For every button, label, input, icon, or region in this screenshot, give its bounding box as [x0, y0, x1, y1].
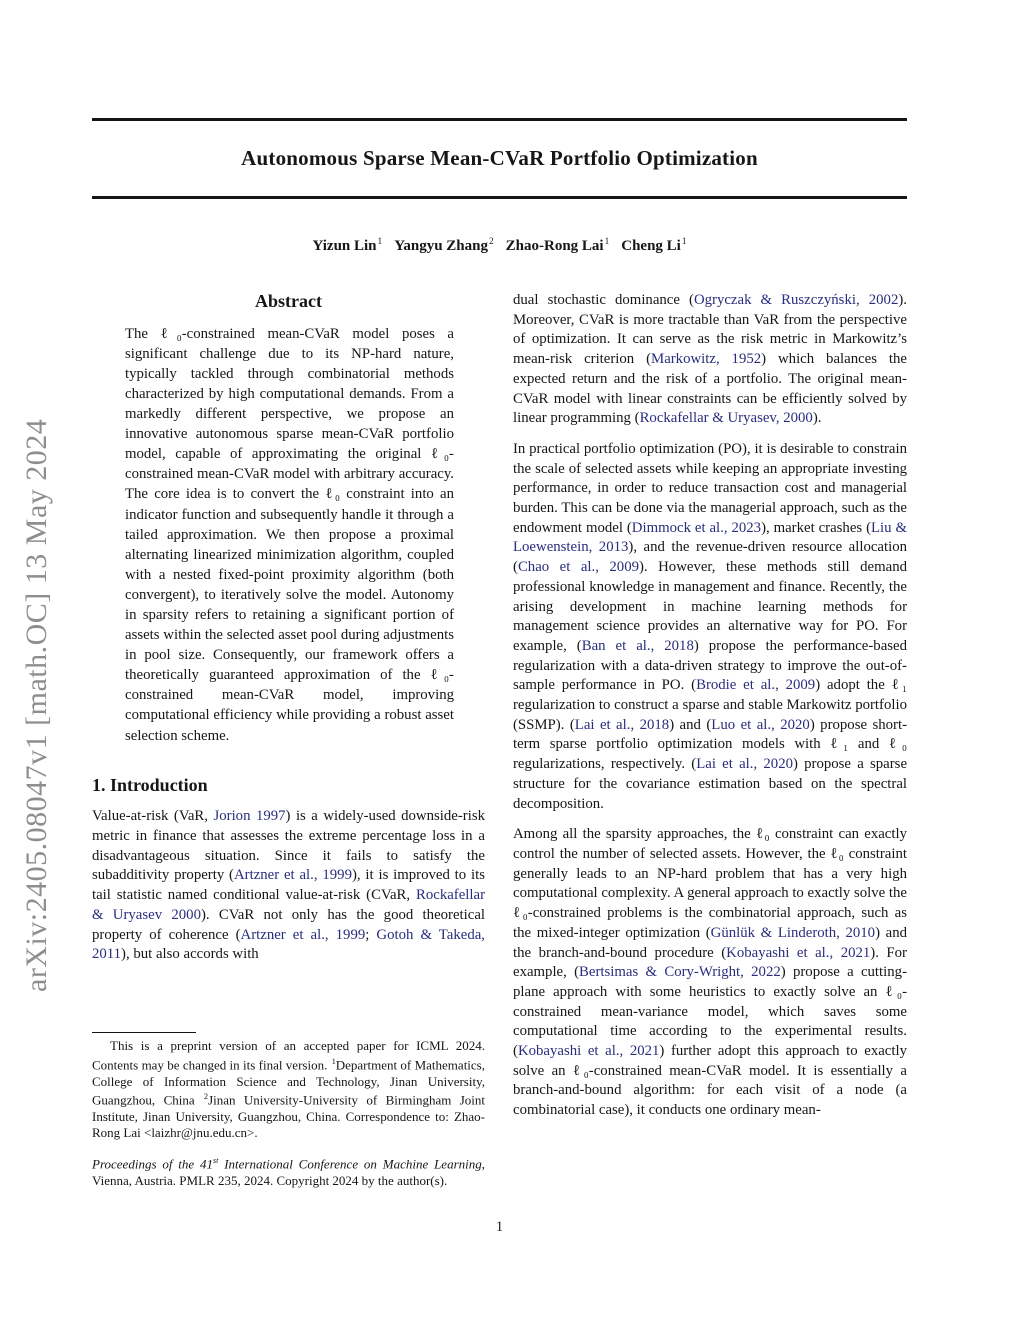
footnote-text — [92, 1038, 485, 1140]
text-span: ) and ( — [669, 716, 712, 733]
text-span: ) is a widely-used downside-risk metric in finance that assesses the extreme percentage loss in a disadvantageous situation. Since it fails to satisfy the subadditivity property ( — [92, 808, 485, 884]
text-span: ) propose the performance-based regularization with a data-driven strategy to improve the out-of-sample performance in PO. ( — [513, 637, 907, 694]
text-span: ), and the revenue-driven resource allocation ( — [513, 539, 907, 576]
text-span: ). — [812, 410, 822, 427]
citation-link[interactable]: Artzner et al., 1999 — [240, 926, 366, 943]
footnote-block — [92, 1032, 485, 1189]
text-span: Cheng Li — [621, 238, 681, 254]
paper-title: Autonomous Sparse Mean-CVaR Portfolio Optimization — [241, 146, 758, 170]
abstract-body: The ℓ₀-constrained mean-CVaR model poses a significant challenge due to its NP-hard nature, typically tackled through combinatorial methods characterized by high computational demands. From a markedly different perspective, we propose an innovative autonomous sparse mean-CVaR portfolio model, capable of approximating the original ℓ₀-constrained mean-CVaR model with arbitrary accuracy. The core idea is to convert the ℓ₀ constraint into an indicator function and subsequently handle it through a tailed approximation. We then propose a proximal alternating linearized minimization algorithm, coupled with a nested fixed-point proximity algorithm (both convergent), to iteratively solve the model. Autonomy in sparsity refers to retaining a significant portion of assets within the selected asset pool during adjustments in pool size. Consequently, our framework offers a theoretically guaranteed approximation of the ℓ₀-constrained mean-CVaR model, improving computational efficiency while providing a robust asset selection scheme. — [125, 325, 454, 744]
text-span: ) further adopt this approach to exactly solve an ℓ₀-constrained mean-CVaR model. It is essentially a branch-and-bound algorithm: for each visit of a node (a combinatorial case), it conducts one ordinary mean- — [513, 1043, 908, 1119]
introduction-heading: 1. Introduction — [92, 774, 208, 795]
citation-link[interactable]: Rockafellar & Uryasev, 2000 — [639, 410, 813, 427]
text-span: ). However, these methods still demand professional knowledge in management and finance. Recently, the arising development in machine learning methods for management science provides an alternative way for PO. For example, ( — [513, 559, 907, 654]
paragraph-dual-stochastic — [513, 291, 907, 429]
citation-link[interactable]: Jorion 1997 — [213, 808, 286, 825]
text-span: This is a preprint version of an accepted paper for ICML 2024. Contents may be changed in its final version. — [92, 1038, 485, 1073]
text-span: ), but also accords with — [121, 946, 259, 963]
citation-link[interactable]: Brodie et al., 2009 — [696, 677, 816, 694]
text-span: ) propose a cutting-plane approach with some heuristics to exactly solve an ℓ₀-constrained mean-variance model, which saves some computational time according to the experimental results. ( — [513, 964, 907, 1060]
introduction-paragraph — [92, 807, 485, 965]
abstract-heading: Abstract — [255, 291, 322, 311]
paragraph-sparsity-approaches — [513, 825, 907, 1121]
authors-line — [92, 237, 907, 255]
citation-link[interactable]: Günlük & Linderoth, 2010 — [710, 924, 876, 941]
text-span: ) which balances the expected return and the risk of a portfolio. The original mean-CVaR model with linear constraints can be efficiently solved by linear programming ( — [513, 351, 907, 427]
right-column — [513, 291, 907, 1132]
text-span: ), market crashes ( — [761, 519, 871, 536]
arxiv-watermark: arXiv:2405.08047v1 [math.OC] 13 May 2024 — [20, 418, 53, 992]
citation-link[interactable]: Gotoh & Takeda, 2011 — [92, 926, 485, 963]
text-span: Jinan University-University of Birmingham Joint Institute, Jinan University, Guangzhou, China. Correspondence to: Zhao-Rong Lai <laizhr@jnu.edu.cn>. — [92, 1092, 485, 1140]
proceedings-note — [92, 1153, 485, 1188]
citation-link[interactable]: Kobayashi et al., 2021 — [517, 1043, 660, 1060]
text-span: ) and the branch-and-bound procedure ( — [513, 924, 908, 961]
text-span: 1 — [377, 237, 383, 247]
text-span: 2 — [204, 1092, 209, 1102]
text-span: , Vienna, Austria. PMLR 235, 2024. Copyright 2024 by the author(s). — [92, 1156, 485, 1188]
text-span: ), it is improved to its tail statistic named conditional value-at-risk (CVaR, — [92, 867, 485, 904]
text-span: dual stochastic dominance ( — [513, 292, 694, 308]
text-span: 1 — [604, 237, 610, 247]
text-span: Zhao-Rong Lai — [505, 238, 604, 254]
text-span: ; — [365, 926, 377, 943]
text-span: Proceedings of the 41 — [92, 1156, 213, 1172]
text-span: st — [213, 1156, 219, 1166]
text-span: Among all the sparsity approaches, the ℓ₀ constraint can exactly control the number of selected assets. However, the ℓ₀ constraint generally leads to an NP-hard problem that has a very high computational complexity. A general approach to exactly solve the ℓ₀-constrained problems is the combinatorial approach, such as the mixed-integer optimization ( — [513, 826, 907, 941]
citation-link[interactable]: Rockafellar & Uryasev 2000 — [92, 887, 485, 923]
citation-link[interactable]: Markowitz, 1952 — [651, 351, 762, 368]
top-rule — [92, 118, 907, 121]
left-column — [92, 292, 485, 976]
citation-link[interactable]: Bertsimas & Cory-Wright, 2022 — [579, 964, 781, 981]
title-bottom-rule — [92, 196, 907, 199]
citation-link[interactable]: Kobayashi et al., 2021 — [726, 944, 871, 961]
citation-link[interactable]: Artzner et al., 1999 — [233, 867, 352, 884]
text-span: In practical portfolio optimization (PO), it is desirable to constrain the scale of selected assets while keeping an appropriate investing performance, in order to reduce transaction cost and managerial burden. This can be done via the managerial approach, such as the endowment model ( — [513, 440, 907, 536]
text-span: ). For example, ( — [513, 944, 907, 981]
text-span: ) propose short-term sparse portfolio optimization models with ℓ₁ and ℓ₀ regularizations, respectively. ( — [513, 716, 907, 773]
text-span: 1 — [331, 1057, 336, 1067]
text-span: Yangyu Zhang — [394, 238, 488, 254]
citation-link[interactable]: Chao et al., 2009 — [517, 559, 639, 576]
text-span: ) propose a sparse structure for the covariance estimation based on the spectral decomposition. — [513, 756, 908, 812]
paragraph-practical-po — [513, 440, 907, 814]
text-span: Yizun Lin — [312, 238, 377, 254]
citation-link[interactable]: Luo et al., 2020 — [711, 716, 810, 733]
citation-link[interactable]: Lai et al., 2020 — [696, 756, 793, 773]
citation-link[interactable]: Dimmock et al., 2023 — [631, 519, 762, 536]
citation-link[interactable]: Ban et al., 2018 — [581, 637, 694, 654]
page-number: 1 — [495, 1219, 504, 1235]
text-span: Value-at-risk (VaR, — [92, 808, 214, 825]
text-span: ). Moreover, CVaR is more tractable than VaR from the perspective of optimization. It can serve as the risk metric in Markowitz’s mean-risk criterion ( — [513, 292, 907, 368]
footnote-rule — [92, 1032, 196, 1033]
text-span: Department of Mathematics, College of Information Science and Technology, Jinan University, Guangzhou, China — [92, 1057, 485, 1108]
citation-link[interactable]: Lai et al., 2018 — [574, 716, 670, 733]
text-span: 2 — [488, 237, 494, 247]
text-span: International Conference on Machine Learning — [218, 1156, 482, 1172]
text-span: ). CVaR not only has the good theoretical property of coherence ( — [92, 906, 486, 943]
text-span: 1 — [681, 237, 687, 247]
text-span: ) adopt the ℓ₁ regularization to construct a sparse and stable Markowitz portfolio (SSMP). ( — [513, 677, 907, 733]
citation-link[interactable]: Ogryczak & Ruszczyński, 2002 — [693, 292, 899, 308]
citation-link[interactable]: Liu & Loewenstein, 2013 — [513, 519, 907, 556]
